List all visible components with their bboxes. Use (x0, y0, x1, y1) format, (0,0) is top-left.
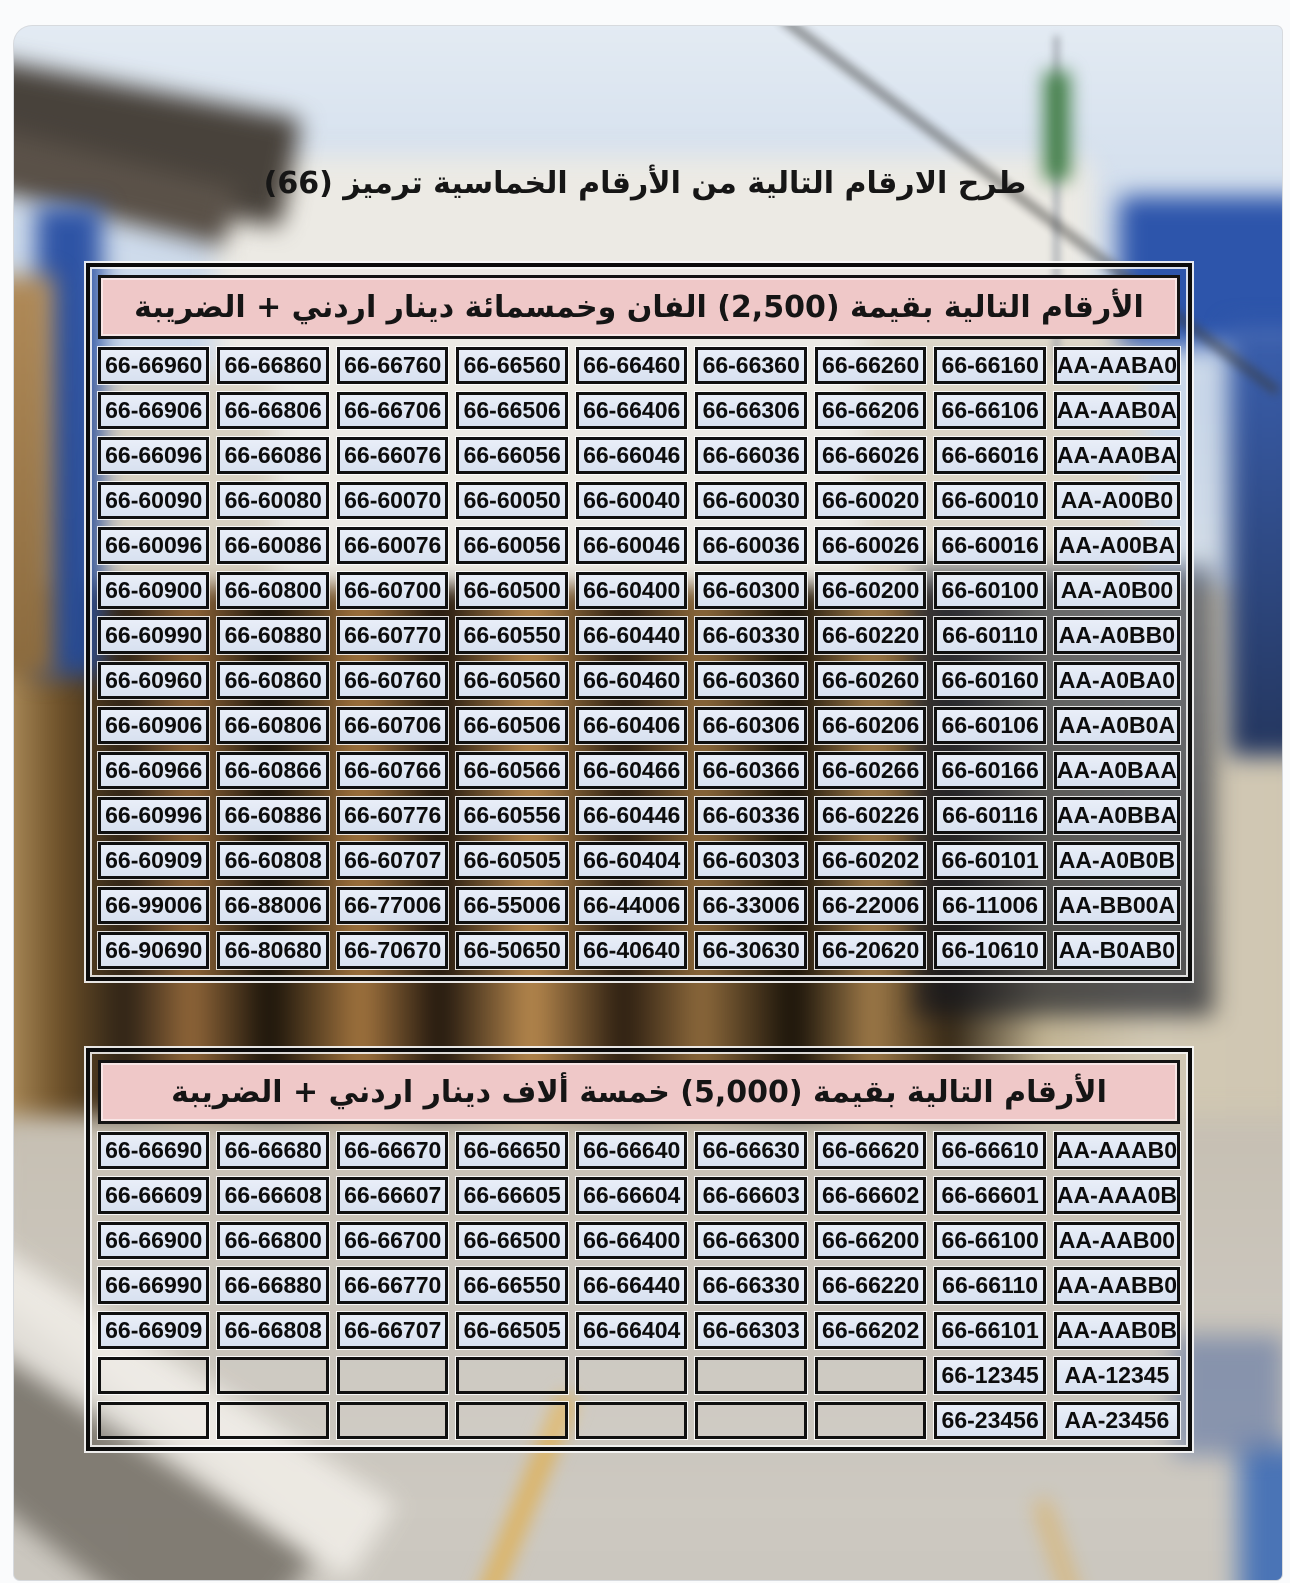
plate-cell: 66-11006 (934, 887, 1045, 924)
plate-cell: 66-60800 (217, 572, 328, 609)
plate-cell: 66-66440 (576, 1267, 687, 1304)
plate-cell: 66-66601 (934, 1177, 1045, 1214)
plate-cell: 66-66906 (98, 392, 209, 429)
plate-grid-5000 (98, 1132, 1180, 1439)
plate-cell: AA-A0B00 (1054, 572, 1180, 609)
plate-cell: 66-60880 (217, 617, 328, 654)
plate-cell: 66-60966 (98, 752, 209, 789)
plate-cell: 66-60909 (98, 842, 209, 879)
plate-cell: 66-30630 (695, 932, 806, 969)
page-title: طرح الارقام التالية من الأرقام الخماسية ترميز (66) (263, 166, 1027, 201)
plate-cell: 66-66620 (815, 1132, 926, 1169)
plate-cell: AA-AAB0B (1054, 1312, 1180, 1349)
plate-cell: 66-60160 (934, 662, 1045, 699)
plate-cell: AA-12345 (1054, 1357, 1180, 1394)
plate-cell: AA-A0BB0 (1054, 617, 1180, 654)
plate-cell: AA-AABA0 (1054, 347, 1180, 384)
plate-cell: 66-60206 (815, 707, 926, 744)
plate-cell: 66-66640 (576, 1132, 687, 1169)
plate-cell: 66-80680 (217, 932, 328, 969)
plate-cell: 66-66990 (98, 1267, 209, 1304)
empty-plate-cell (815, 1357, 926, 1394)
plate-cell: 66-60806 (217, 707, 328, 744)
empty-plate-cell (456, 1402, 567, 1439)
plate-cell: 66-66303 (695, 1312, 806, 1349)
empty-plate-cell (337, 1357, 448, 1394)
plate-cell: 66-50650 (456, 932, 567, 969)
plate-cell: 66-66076 (337, 437, 448, 474)
plate-cell: 66-60996 (98, 797, 209, 834)
plate-cell: 66-66706 (337, 392, 448, 429)
plate-cell: 66-60056 (456, 527, 567, 564)
plate-cell: 66-60460 (576, 662, 687, 699)
plate-cell: 66-60070 (337, 482, 448, 519)
table-header-2500: الأرقام التالية بقيمة (2,500) الفان وخمسمائة دينار اردني + الضريبة (98, 275, 1180, 339)
plate-cell: 66-60086 (217, 527, 328, 564)
plate-cell: 66-66806 (217, 392, 328, 429)
plate-cell: AA-A0BBA (1054, 797, 1180, 834)
plate-cell: 66-60090 (98, 482, 209, 519)
plate-cell: 66-66406 (576, 392, 687, 429)
price-table-5000 (86, 1048, 1192, 1451)
plate-cell: 66-66101 (934, 1312, 1045, 1349)
plate-cell: 66-60303 (695, 842, 806, 879)
plate-cell: AA-23456 (1054, 1402, 1180, 1439)
plate-cell: 66-60220 (815, 617, 926, 654)
plate-cell: 66-66330 (695, 1267, 806, 1304)
plate-cell: 66-60770 (337, 617, 448, 654)
plate-cell: 66-60400 (576, 572, 687, 609)
plate-cell: 66-60560 (456, 662, 567, 699)
plate-cell: 66-66707 (337, 1312, 448, 1349)
plate-cell: 66-10610 (934, 932, 1045, 969)
plate-cell: 66-66680 (217, 1132, 328, 1169)
plate-cell: 66-60306 (695, 707, 806, 744)
empty-plate-cell (815, 1402, 926, 1439)
plate-cell: 66-66700 (337, 1222, 448, 1259)
plate-cell: 66-66200 (815, 1222, 926, 1259)
plate-cell: 66-66808 (217, 1312, 328, 1349)
plate-cell: 66-60707 (337, 842, 448, 879)
plate-cell: 66-77006 (337, 887, 448, 924)
plate-cell: 66-60266 (815, 752, 926, 789)
plate-cell: 66-60260 (815, 662, 926, 699)
plate-cell: 66-66550 (456, 1267, 567, 1304)
plate-cell: AA-B0AB0 (1054, 932, 1180, 969)
plate-cell: 66-60900 (98, 572, 209, 609)
plate-cell: 66-60096 (98, 527, 209, 564)
plate-cell: 66-60556 (456, 797, 567, 834)
plate-cell: 66-60026 (815, 527, 926, 564)
plate-cell: 66-60226 (815, 797, 926, 834)
plate-cell: 66-66960 (98, 347, 209, 384)
plate-cell: 66-70670 (337, 932, 448, 969)
plate-cell: 66-66016 (934, 437, 1045, 474)
plate-cell: 66-99006 (98, 887, 209, 924)
plate-cell: 66-60566 (456, 752, 567, 789)
plate-cell: 66-40640 (576, 932, 687, 969)
plate-cell: 66-60960 (98, 662, 209, 699)
plate-cell: 66-60500 (456, 572, 567, 609)
plate-cell: 66-60466 (576, 752, 687, 789)
plate-cell: 66-66800 (217, 1222, 328, 1259)
plate-cell: 66-60030 (695, 482, 806, 519)
plate-cell: 66-88006 (217, 887, 328, 924)
plate-cell: 66-66880 (217, 1267, 328, 1304)
price-table-2500 (86, 263, 1192, 981)
plate-cell: 66-60406 (576, 707, 687, 744)
plate-cell: 66-60050 (456, 482, 567, 519)
plate-cell: AA-A0B0A (1054, 707, 1180, 744)
plate-cell: 66-44006 (576, 887, 687, 924)
table-header-5000: الأرقام التالية بقيمة (5,000) خمسة ألاف دينار اردني + الضريبة (98, 1060, 1180, 1124)
plate-cell: AA-A00BA (1054, 527, 1180, 564)
plate-cell: 66-60200 (815, 572, 926, 609)
plate-cell: 66-12345 (934, 1357, 1045, 1394)
plate-cell: 66-66900 (98, 1222, 209, 1259)
plate-cell: 66-66603 (695, 1177, 806, 1214)
plate-cell: 66-66086 (217, 437, 328, 474)
plate-cell: 66-66604 (576, 1177, 687, 1214)
plate-cell: 66-60020 (815, 482, 926, 519)
plate-cell: 66-66400 (576, 1222, 687, 1259)
plate-cell: 66-60906 (98, 707, 209, 744)
plate-cell: 66-66630 (695, 1132, 806, 1169)
plate-cell: 66-60336 (695, 797, 806, 834)
plate-cell: 66-60202 (815, 842, 926, 879)
plate-cell: 66-60101 (934, 842, 1045, 879)
plate-cell: 66-66770 (337, 1267, 448, 1304)
plate-cell: 66-55006 (456, 887, 567, 924)
plate-cell: 66-66505 (456, 1312, 567, 1349)
plate-cell: AA-AAA0B (1054, 1177, 1180, 1214)
plate-cell: 66-60046 (576, 527, 687, 564)
plate-cell: 66-60366 (695, 752, 806, 789)
plate-cell: 66-66605 (456, 1177, 567, 1214)
plate-cell: 66-60706 (337, 707, 448, 744)
plate-cell: 66-66860 (217, 347, 328, 384)
plate-cell: 66-60300 (695, 572, 806, 609)
plate-cell: 66-60760 (337, 662, 448, 699)
plate-cell: AA-AAB00 (1054, 1222, 1180, 1259)
plate-cell: 66-60010 (934, 482, 1045, 519)
plate-cell: 66-66160 (934, 347, 1045, 384)
plate-cell: 66-66096 (98, 437, 209, 474)
empty-plate-cell (217, 1357, 328, 1394)
plate-cell: 66-66026 (815, 437, 926, 474)
plate-cell: 66-66404 (576, 1312, 687, 1349)
empty-plate-cell (456, 1357, 567, 1394)
empty-plate-cell (98, 1402, 209, 1439)
plate-cell: AA-AABB0 (1054, 1267, 1180, 1304)
plate-cell: 66-66100 (934, 1222, 1045, 1259)
plate-cell: 66-60080 (217, 482, 328, 519)
plate-cell: 66-20620 (815, 932, 926, 969)
plate-cell: 66-66609 (98, 1177, 209, 1214)
empty-plate-cell (576, 1402, 687, 1439)
plate-cell: 66-66607 (337, 1177, 448, 1214)
plate-cell: 66-60166 (934, 752, 1045, 789)
plate-cell: 66-60076 (337, 527, 448, 564)
plate-cell: 66-60990 (98, 617, 209, 654)
plate-cell: 66-66056 (456, 437, 567, 474)
plate-cell: 66-60106 (934, 707, 1045, 744)
plate-cell: 66-66602 (815, 1177, 926, 1214)
plate-cell: 66-60700 (337, 572, 448, 609)
plate-cell: 66-60360 (695, 662, 806, 699)
plate-cell: 66-90690 (98, 932, 209, 969)
plate-cell: 66-66220 (815, 1267, 926, 1304)
plate-cell: 66-66500 (456, 1222, 567, 1259)
plate-cell: 66-60776 (337, 797, 448, 834)
plate-grid-2500 (98, 347, 1180, 969)
plate-cell: 66-60110 (934, 617, 1045, 654)
plate-cell: 66-66610 (934, 1132, 1045, 1169)
plate-cell: 66-60100 (934, 572, 1045, 609)
plate-cell: 66-66036 (695, 437, 806, 474)
empty-plate-cell (337, 1402, 448, 1439)
plate-cell: AA-A0BAA (1054, 752, 1180, 789)
empty-plate-cell (695, 1402, 806, 1439)
plate-cell: 66-60016 (934, 527, 1045, 564)
plate-cell: 66-60404 (576, 842, 687, 879)
plate-cell: 66-66260 (815, 347, 926, 384)
plate-cell: AA-A0BA0 (1054, 662, 1180, 699)
plate-cell: AA-AAB0A (1054, 392, 1180, 429)
plate-cell: 66-60446 (576, 797, 687, 834)
plate-cell: 66-66202 (815, 1312, 926, 1349)
plate-cell: 66-66650 (456, 1132, 567, 1169)
plate-cell: 66-60886 (217, 797, 328, 834)
empty-plate-cell (98, 1357, 209, 1394)
plate-cell: 66-60766 (337, 752, 448, 789)
plate-cell: 66-60866 (217, 752, 328, 789)
plate-cell: 66-66106 (934, 392, 1045, 429)
plate-cell: AA-A0B0B (1054, 842, 1180, 879)
plate-cell: 66-23456 (934, 1402, 1045, 1439)
plate-cell: 66-66206 (815, 392, 926, 429)
plate-cell: 66-66460 (576, 347, 687, 384)
plate-cell: 66-60330 (695, 617, 806, 654)
plate-cell: 66-66506 (456, 392, 567, 429)
plate-cell: 66-66046 (576, 437, 687, 474)
plate-cell: 66-66760 (337, 347, 448, 384)
plate-cell: 66-66670 (337, 1132, 448, 1169)
plate-cell: 66-66560 (456, 347, 567, 384)
plate-cell: 66-60040 (576, 482, 687, 519)
plate-cell: 66-60506 (456, 707, 567, 744)
plate-cell: AA-A00B0 (1054, 482, 1180, 519)
plate-cell: 66-33006 (695, 887, 806, 924)
plate-cell: 66-66360 (695, 347, 806, 384)
plate-cell: 66-60505 (456, 842, 567, 879)
empty-plate-cell (576, 1357, 687, 1394)
plate-cell: 66-66110 (934, 1267, 1045, 1304)
plate-cell: AA-AAAB0 (1054, 1132, 1180, 1169)
empty-plate-cell (695, 1357, 806, 1394)
plate-cell: 66-60036 (695, 527, 806, 564)
empty-plate-cell (217, 1402, 328, 1439)
plate-cell: 66-66306 (695, 392, 806, 429)
plate-cell: 66-66608 (217, 1177, 328, 1214)
plate-cell: 66-66690 (98, 1132, 209, 1169)
plate-cell: 66-60860 (217, 662, 328, 699)
plate-cell: 66-66909 (98, 1312, 209, 1349)
plate-cell: AA-BB00A (1054, 887, 1180, 924)
plate-cell: 66-66300 (695, 1222, 806, 1259)
plate-cell: 66-60550 (456, 617, 567, 654)
plate-cell: 66-22006 (815, 887, 926, 924)
plate-cell: AA-AA0BA (1054, 437, 1180, 474)
plate-cell: 66-60116 (934, 797, 1045, 834)
plate-cell: 66-60808 (217, 842, 328, 879)
plate-cell: 66-60440 (576, 617, 687, 654)
